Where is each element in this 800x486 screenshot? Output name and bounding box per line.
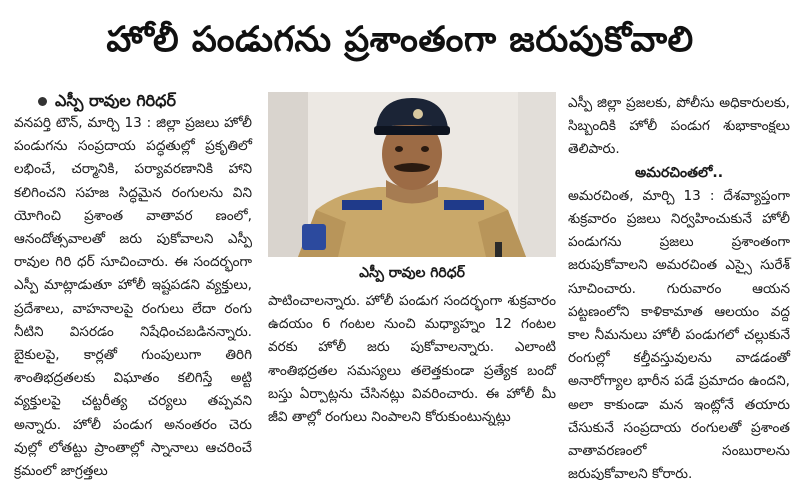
photo-caption: ఎస్పీ రావుల గిరిధర్ <box>268 260 556 286</box>
right-column <box>568 92 790 483</box>
right-subhead: అమరచింతలో.. <box>634 164 724 181</box>
right-column-body: అమరచింత, మార్చి 13 : దేశవ్యాప్తంగా శుక్రవారం ప్రజలు నిర్వహించుకునే హోలీ పండుగను ప్రజలు ప్రశాంతంగా జరుపుకోవాలని అమరచింత ఎస్సై సురేశ్‌ సూచించారు. గురువారం ఆయన పట్టణంలోని కాళికామాత ఆలయం వద్ద కాల నీమనులు హోలీ పండుగలో చల్లుకునే రంగుల్లో కల్తీవస్తువులను వాడడంతో అనారోగ్యాల భారీన పడే ప్రమాదం ఉందని, అలా కాకుండా మన ఇంట్లోనే తయారు చేసుకునే సంప్రదాయ రంగులతో ప్రశాంత వాతావరణంలో సంబురాలను జరుపుకోవాలని కోరారు. <box>568 187 790 483</box>
byline <box>38 88 258 114</box>
middle-column-text: పాటించాలన్నారు. హోలీ పండుగ సందర్భంగా శుక్రవారం ఉదయం 6 గంటల నుంచి మధ్యాహ్నం 12 గంటల వరకు హోలీ జరు పుకోవాలన్నారు. ఎలాంటి శాంతిభద్రతల సమస్యలు తలెత్తకుండా ప్రత్యేక బందో బస్తు ఏర్పాట్లను చేసినట్లు వివరించారు. ఈ హోలీ మీ జీవి తాల్లో రంగులు నింపాలని కోరుకుంటున్నట్లు <box>268 293 556 426</box>
right-column-intro: ఎస్పీ జిల్లా ప్రజలకు, పోలీసు అధికారులకు, సిబ్బందికి హోలీ పండుగ శుభాకాంక్షలు తెలిపారు. <box>568 95 790 158</box>
left-column <box>14 112 252 480</box>
headline: హోలీ పండుగను ప్రశాంతంగా జరుపుకోవాలి <box>106 20 694 60</box>
byline-text: ఎస్పీ రావుల గిరిధర్ <box>55 91 176 110</box>
left-column-text: వనపర్తి టౌన్‌, మార్చి 13 : జిల్లా ప్రజలు హోలీ పండుగను సంప్రదాయ పద్ధతుల్లో ప్రకృతిలో లభించే, చర్మానికి, పర్యావరణానికి హాని కలిగించని సహజ సిద్ధమైన రంగులను విని యోగించి ప్రశాంత వాతావర ణంలో, ఆనందోత్సవాలతో జరు పుకోవాలని ఎస్పీ రావుల గిరి ధర్‌ సూచించారు. ఈ సందర్భంగా ఎస్పీ మాట్లాడుతూ హోలీ ఇష్టపడని వ్యక్తులు, ప్రదేశాలు, వాహనాలపై రంగులు లేదా రంగు నీటిని విసరడం నిషేధించబడినన్నారు. బైకులపై, కార్లతో గుంపులుగా తిరిగి శాంతిభద్రతలకు విఘాతం కలిగిస్తే అట్టి వ్యక్తులపై చట్టరీత్య చర్యలు తప్పవని అన్నారు. హోలీ పండుగ అనంతరం చెరు వుల్లో లోతట్టు ప్రాంతాల్లో స్నానాలు ఆచరించే క్రమంలో జాగ్రత్తలు <box>14 115 252 480</box>
officer-portrait-icon <box>268 92 556 257</box>
officer-photo <box>268 92 556 257</box>
bullet-icon <box>38 97 47 106</box>
middle-column <box>268 290 556 463</box>
